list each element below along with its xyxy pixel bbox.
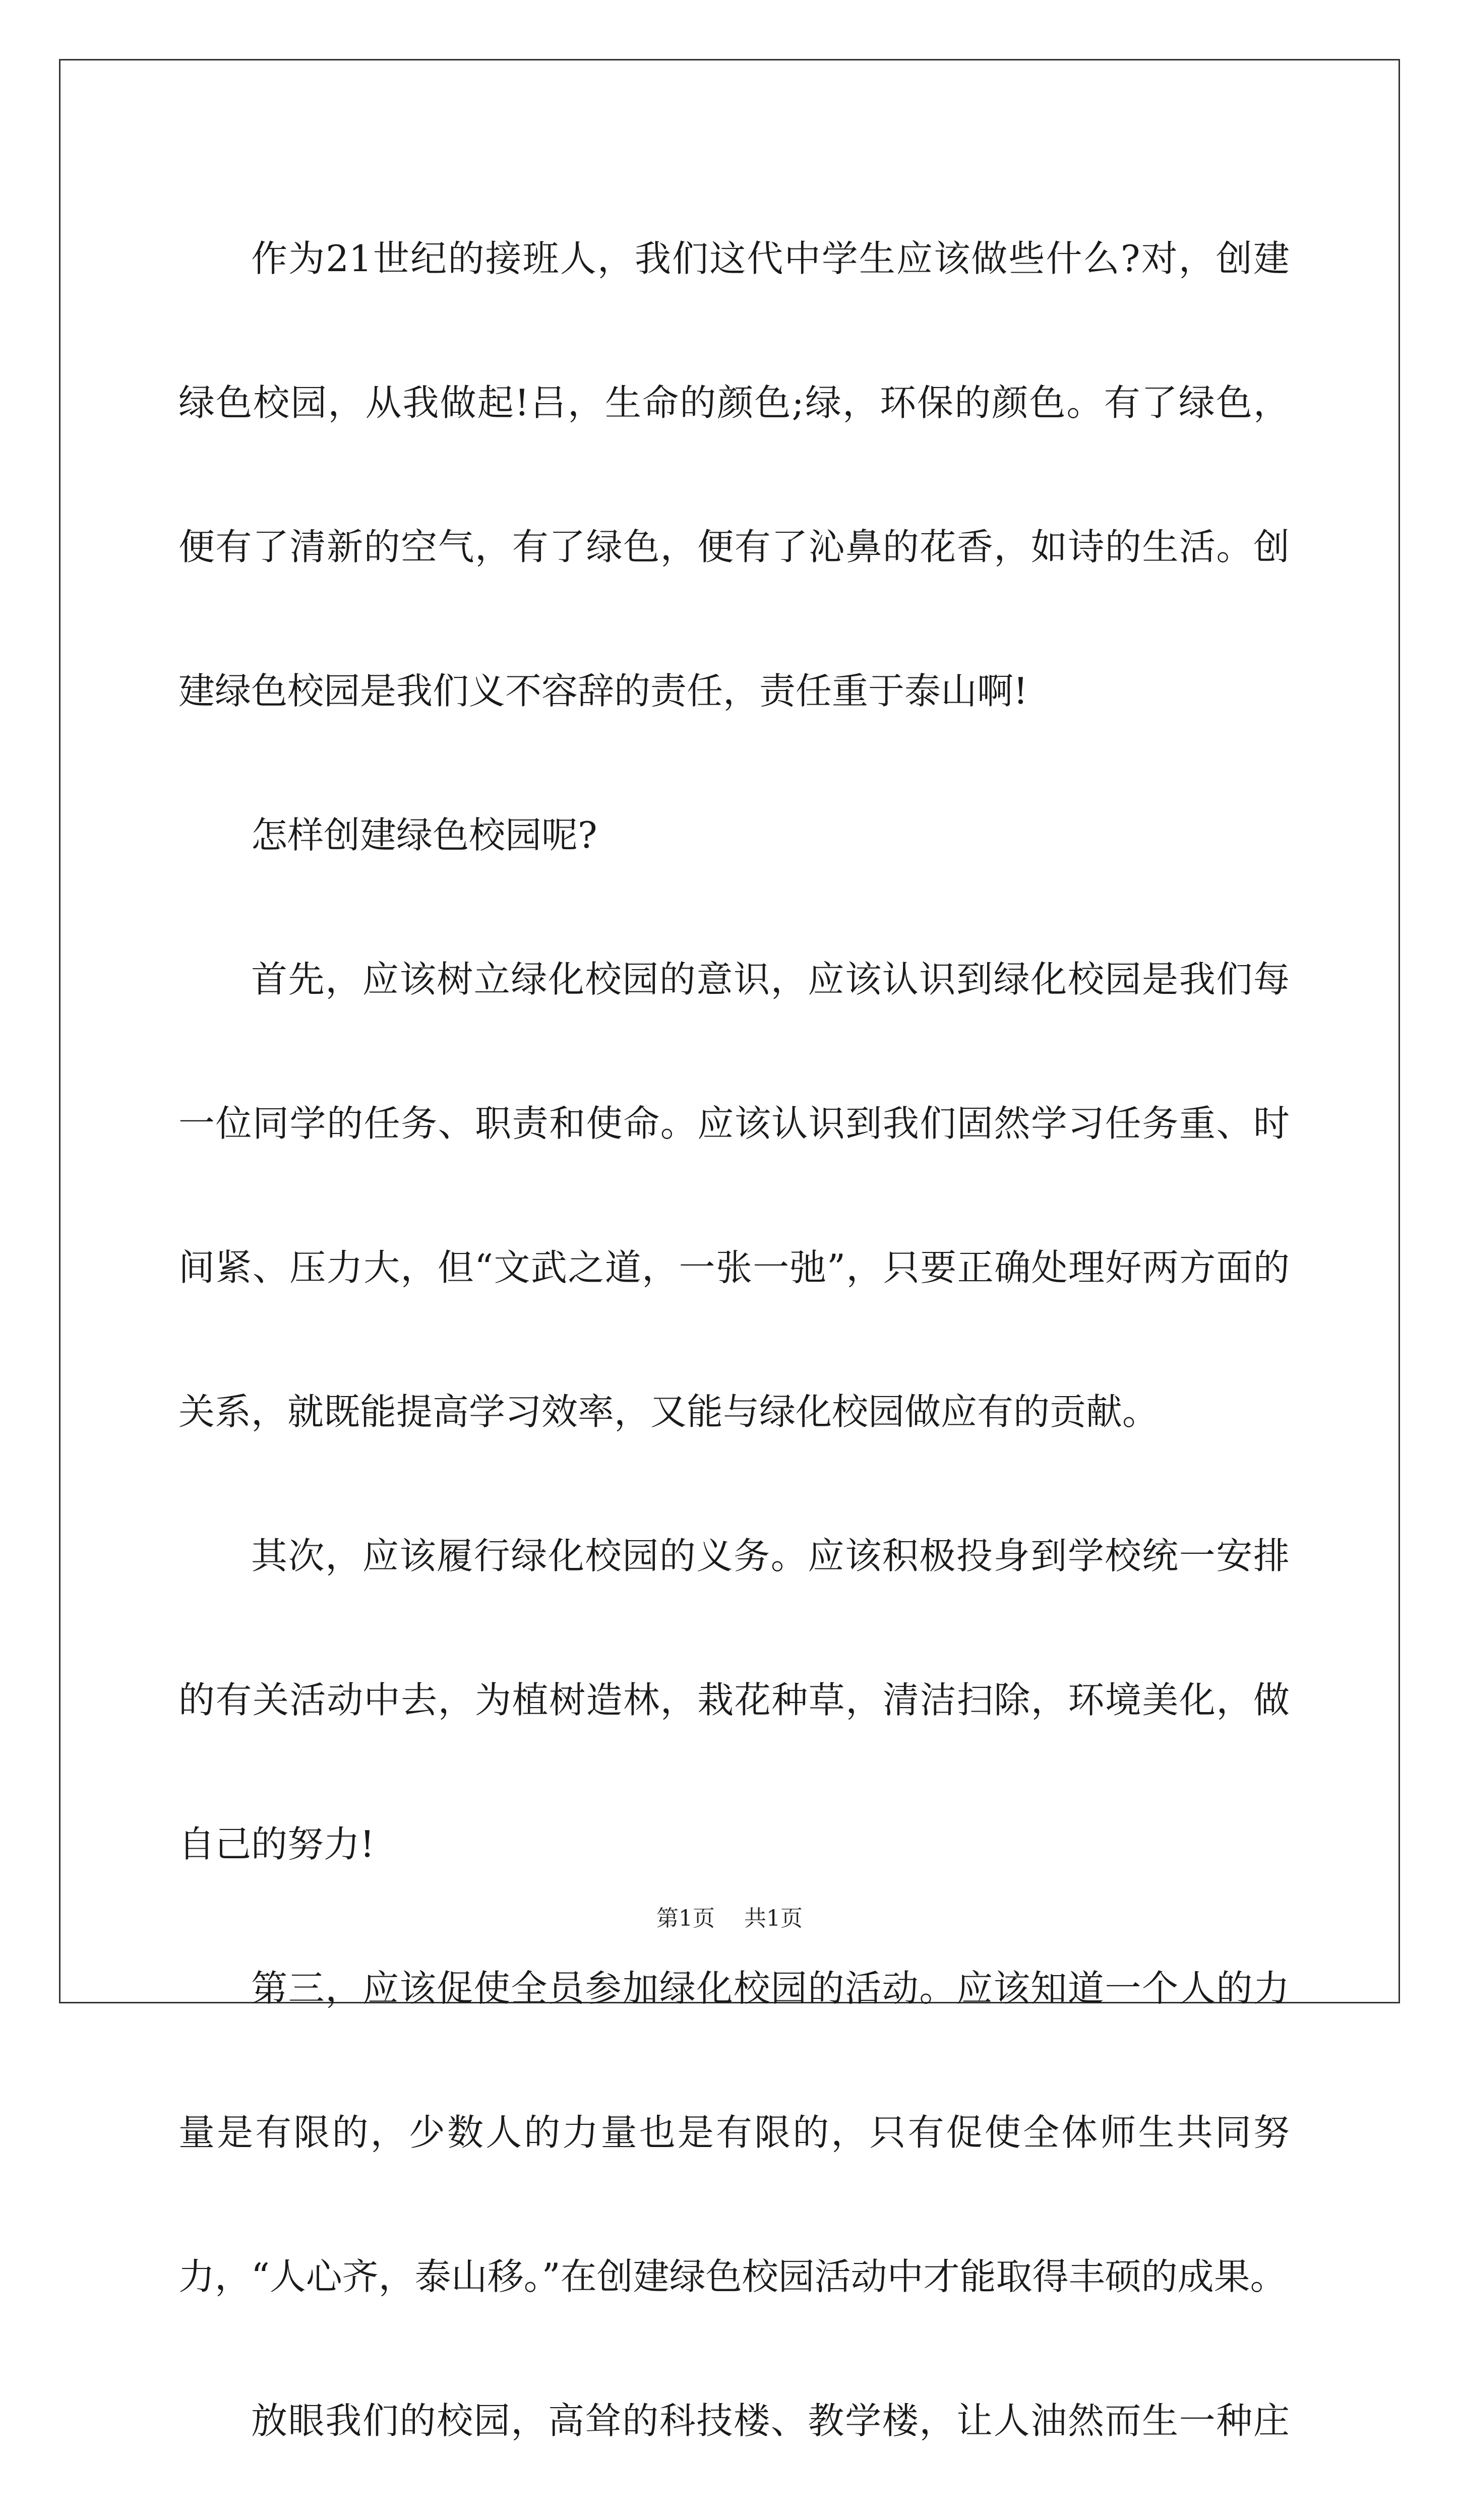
paragraph-6: 放眼我们的校园，高耸的科技楼、教学楼，让人油然而生一种庄 <box>251 2400 1290 2442</box>
document-body <box>178 186 1290 2520</box>
paragraph-2: 怎样创建绿色校园呢? <box>251 814 597 856</box>
paragraph-1: 作为21世纪的接班人，我们这代中学生应该做些什么?对，创建绿色校园，从我做起!吕，生命的颜色;绿，环保的颜色。有了绿色，便有了清新的空气，有了绿色，便有了沁鼻的花香，如诗的生活。创建绿色校园是我们义不容辞的责任，责任重于泰山啊! <box>178 237 1290 712</box>
paragraph-3: 首先，应该树立绿化校园的意识，应该认识到绿化校园是我们每一位同学的任务、职责和使命。应该认识到我们固然学习任务重、时间紧、压力大，但“文武之道，一张一弛”，只要正确处理好两方面的关系，就既能提高学习效率，又能与绿化校园做应有的贡献。 <box>178 958 1290 1433</box>
page-number-current: 第1页 <box>656 1906 715 1931</box>
page-number-total: 共1页 <box>744 1906 803 1931</box>
page-footer <box>0 1900 1459 1932</box>
paragraph-5: 第三，应该促使全员参加绿化校园的活动。应该知道一个人的力量是有限的，少数人的力量也是有限的，只有促使全体师生共同努力，“人心齐，泰山移。”在创建绿色校园活动中才能取得丰硕的成果。 <box>178 1967 1290 2298</box>
paragraph-4: 其次，应该履行绿化校园的义务。应该积极投身到学校统一安排的有关活动中去，为植树造林，栽花种草，清洁扫除，环境美化，做自己的努力! <box>178 1535 1290 1865</box>
